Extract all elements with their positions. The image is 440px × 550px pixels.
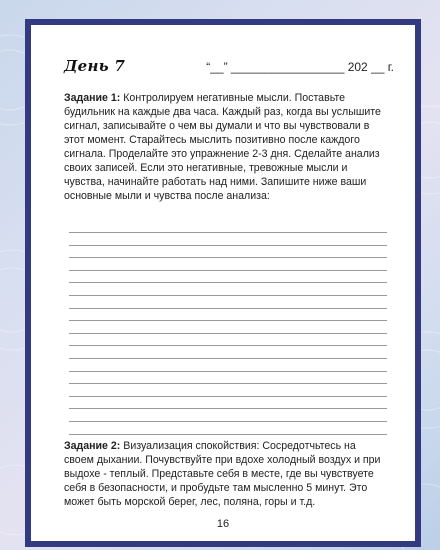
writing-line (69, 295, 387, 296)
writing-line (69, 320, 387, 321)
task-2 (64, 439, 386, 509)
task-2-text: Визуализация спокойствия: Сосредотчьтесь на своем дыхании. Почувствуйте при вдохе холодный воздух и при выдохе - теплый. Представьте себя в месте, где вы чувствуете себя в безопасности, и пробудьте там мысленно 5 минут. Это может быть морской берег, лес, поляна, горы и т.д. (64, 440, 381, 508)
writing-line (69, 257, 387, 258)
writing-line (69, 245, 387, 246)
page-header (64, 57, 394, 81)
writing-line (69, 232, 387, 233)
writing-line (69, 345, 387, 346)
writing-line (69, 383, 387, 384)
writing-line (69, 333, 387, 334)
writing-line (69, 358, 387, 359)
writing-line (69, 282, 387, 283)
writing-line (69, 434, 387, 435)
task-1-label: Задание 1: (64, 92, 121, 104)
writing-line (69, 396, 387, 397)
task-1 (64, 91, 386, 203)
task-1-text: Контролируем негативные мысли. Поставьте будильник на каждые два часа. Каждый раз, когда вы услышите сигнал, записывайте о чем вы думали и что вы чувствовали в этот момент. Старайтесь мыслить позитивно после каждого сигнала. Проделайте это упражнение 2-3 дня. Сделайте анализ своих записей. Если это негативные, тревожные мысли и чувства, начинайте работать над ними. Запишите ниже ваши основные мыли и чувства после анализа: (64, 92, 381, 202)
page-frame (25, 19, 421, 547)
task-2-label: Задание 2: (64, 440, 121, 452)
writing-line (69, 270, 387, 271)
page-number: 16 (216, 518, 230, 530)
day-title: День 7 (64, 57, 126, 75)
writing-line (69, 408, 387, 409)
date-field: “__” _________________ 202 __ г. (206, 60, 394, 74)
writing-lines (69, 232, 387, 446)
writing-line (69, 308, 387, 309)
writing-line (69, 421, 387, 422)
writing-line (69, 371, 387, 372)
